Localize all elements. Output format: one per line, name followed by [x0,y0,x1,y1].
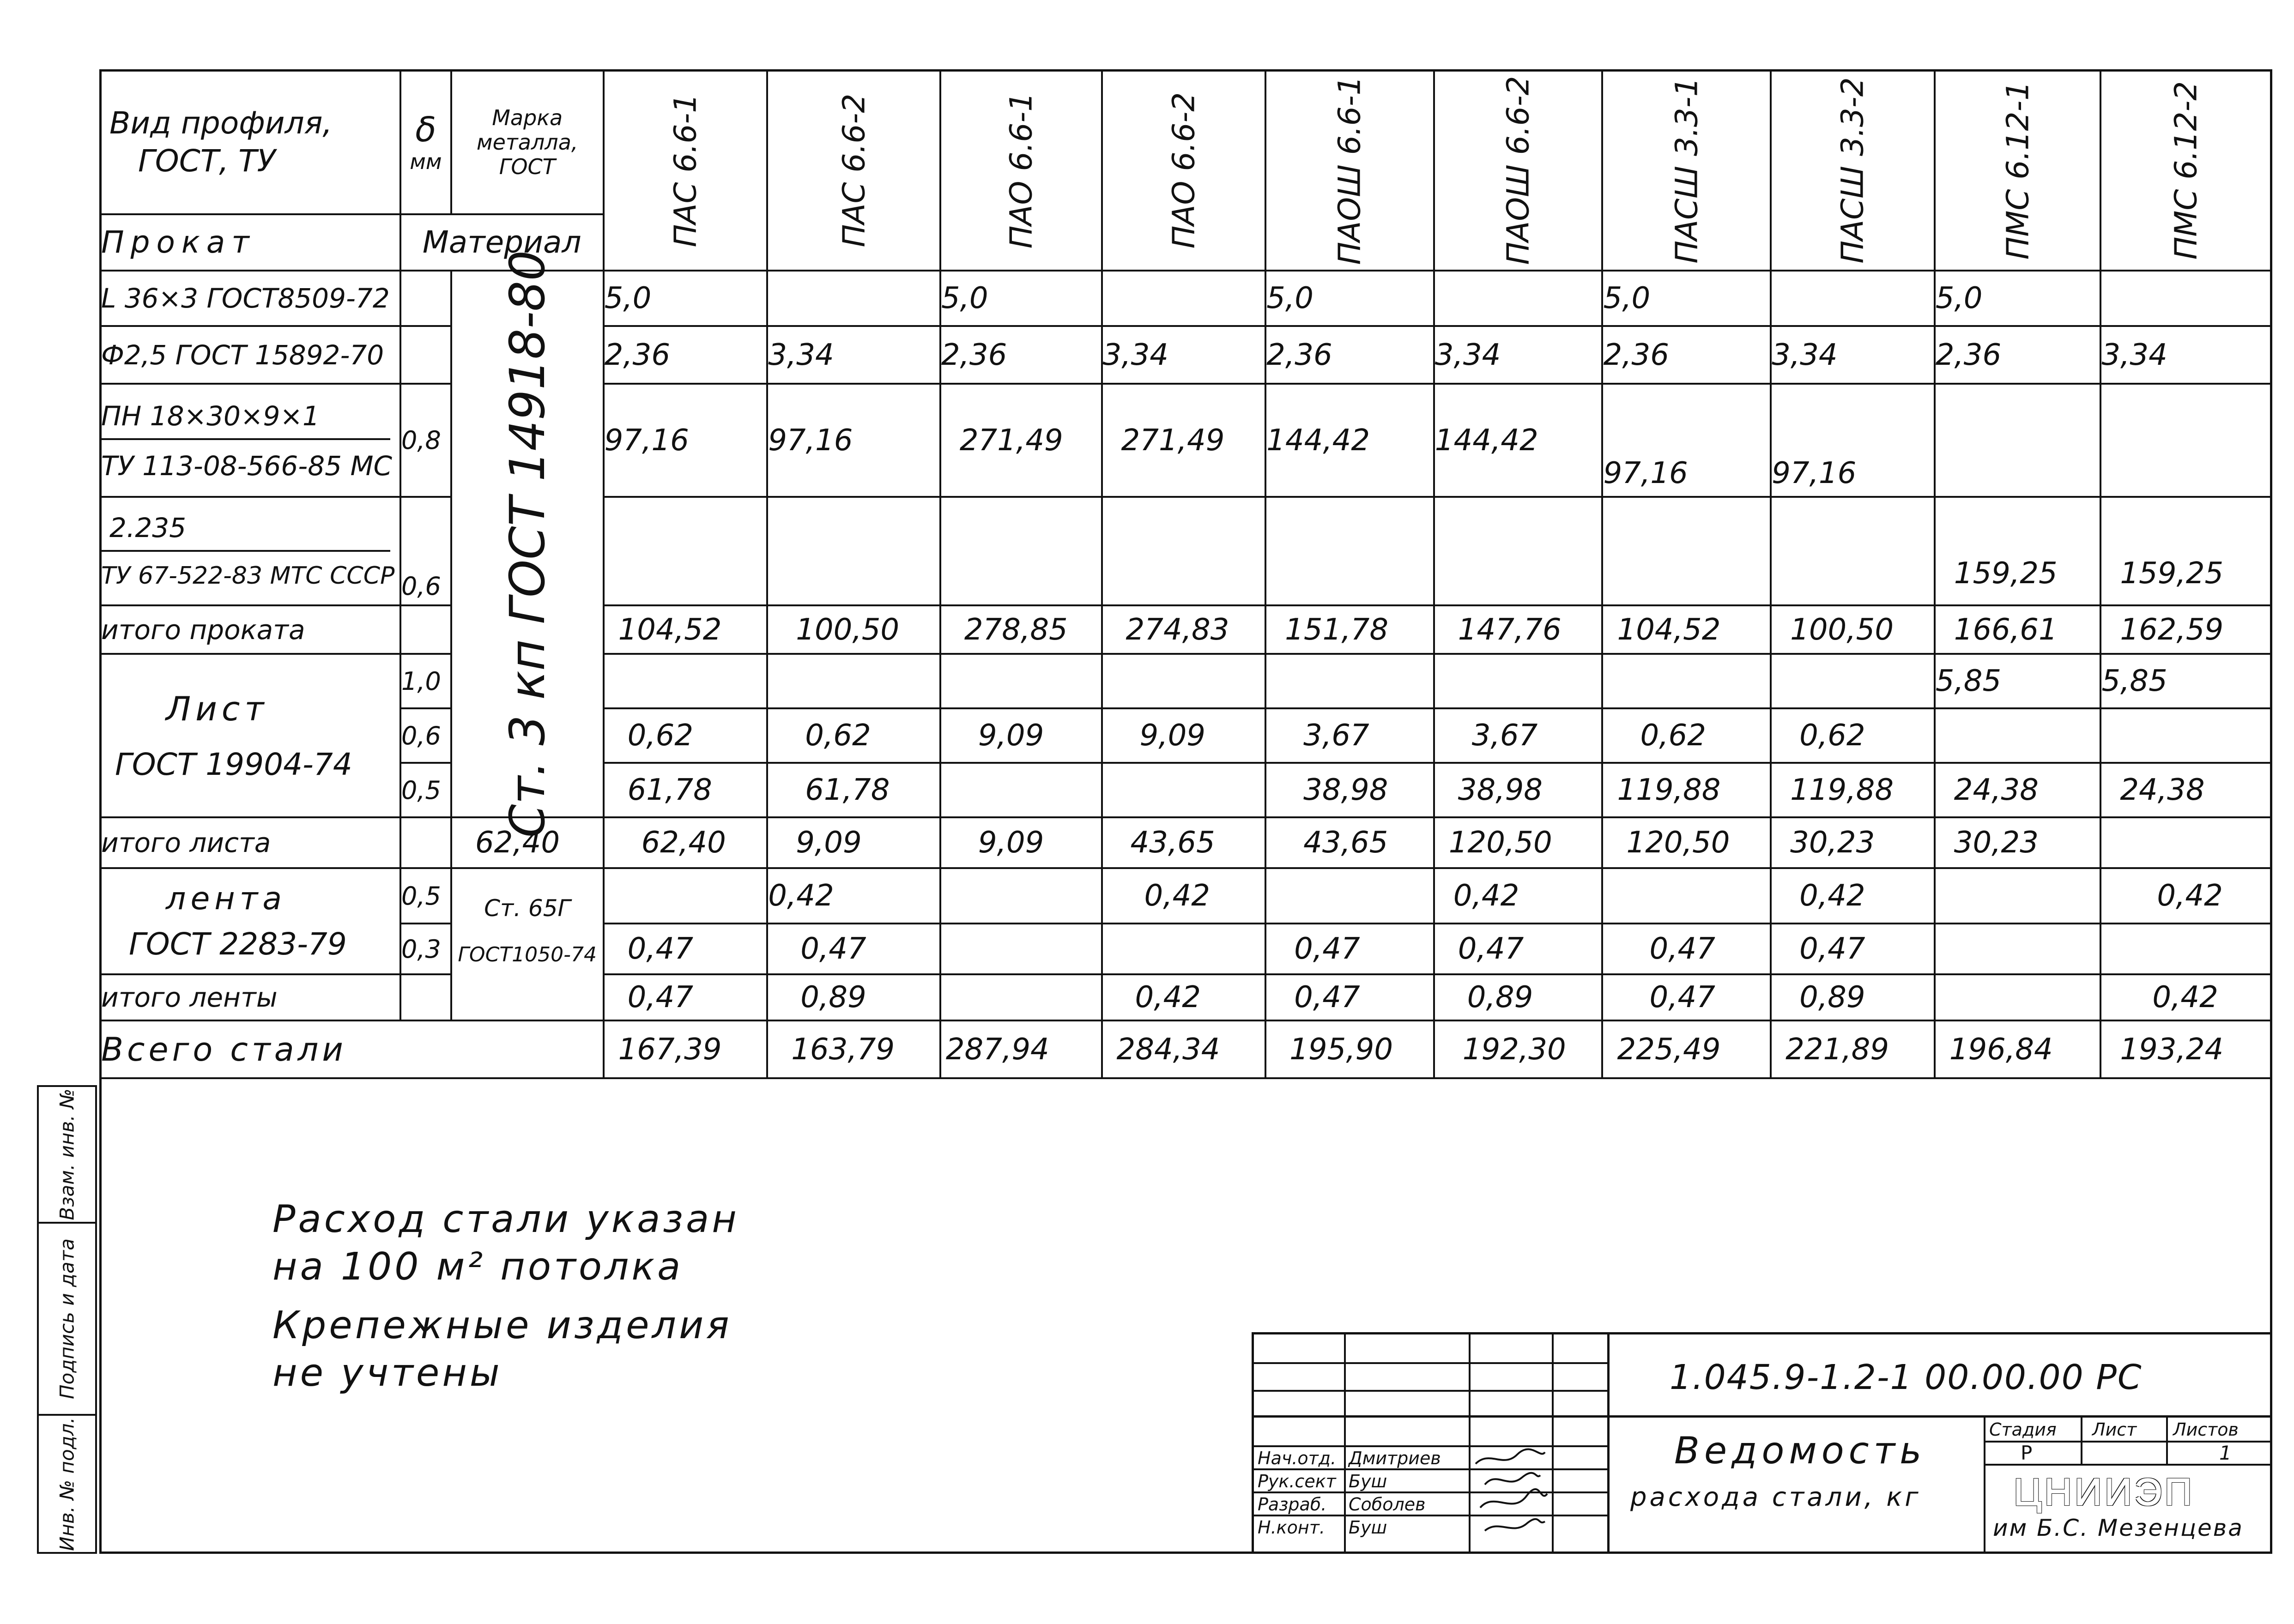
stage-value: Р [2021,1442,2033,1464]
value-cell: 0,47 [604,924,768,974]
value-cell: 9,09 [767,817,940,868]
value-cell [1935,974,2101,1020]
value-cell [1602,497,1771,605]
value-cell [1935,924,2101,974]
tb-grid-line [1254,1390,1607,1392]
value-cell: 5,0 [1935,271,2101,326]
side-stamp-inventory-original: Инв. № подл. [37,1414,97,1554]
value-cell [767,654,940,708]
table-header-row [100,70,2271,214]
value-cell: 0,47 [1265,924,1434,974]
grade-header-cell [451,70,604,214]
tb-role-sector: Рук.сект [1258,1471,1336,1491]
value-cell: 119,88 [1771,763,1935,817]
document-subtitle: расхода стали, кг [1630,1482,1921,1512]
value-cell [1102,763,1266,817]
value-cell: 0,62 [1771,708,1935,763]
value-cell: 0,42 [767,868,940,924]
tape-label-line-2: ГОСТ 2283-79 [129,926,347,962]
tb-name: Буш [1349,1517,1387,1538]
value-cell [1771,654,1935,708]
value-cell: 30,23 [1771,817,1935,868]
thickness-cell: 0,8 [400,384,451,497]
thickness-cell-empty [400,817,451,868]
value-cell: 38,98 [1434,763,1603,817]
thickness-cell: 1,0 [400,654,451,708]
tb-name: Буш [1349,1471,1387,1491]
value-cell [2100,708,2271,763]
value-cell [940,763,1102,817]
value-cell: 0,89 [1771,974,1935,1020]
value-cell: 24,38 [2100,763,2271,817]
value-cell [767,497,940,605]
note-steel-per-area [272,1196,739,1291]
value-cell [940,924,1102,974]
tb-grid-line [1552,1334,1554,1554]
value-cell: 97,16 [1602,384,1771,497]
material-tape-cell [451,868,604,1020]
tb-grid-line [1344,1334,1346,1554]
value-cell: 0,47 [1771,924,1935,974]
value-cell: 97,16 [1771,384,1935,497]
value-cell: 3,34 [1102,326,1266,384]
row-label: L 36×3 ГОСТ8509-72 [100,271,400,326]
column-header-pas-6-6-2: ПАС 6.6-2 [767,70,940,271]
row-total-sheet [100,817,2271,868]
value-cell: 119,88 [1602,763,1771,817]
value-cell: 5,0 [1602,271,1771,326]
tb-grid-line [1254,1362,1607,1364]
thickness-cell-empty [400,974,451,1020]
row-label-two-line [100,384,400,497]
value-cell [1102,924,1266,974]
mm-label: мм [410,149,442,175]
value-cell: 274,83 [1102,605,1266,654]
value-cell [604,654,768,708]
tb-grid-line [1469,1334,1471,1554]
value-cell: 2,36 [604,326,768,384]
value-cell: 38,98 [1265,763,1434,817]
value-cell: 0,42 [1102,974,1266,1020]
profile-header-line-1: Вид профиля, [109,105,333,141]
note-line-3: Крепежные изделия [272,1304,732,1347]
document-title: Ведомость [1674,1429,1926,1472]
value-cell: 62,40 [604,817,768,868]
value-cell [1102,654,1266,708]
column-header-pao-6-6-1: ПАО 6.6-1 [940,70,1102,271]
value-cell: 144,42 [1265,384,1434,497]
signature-marks [1471,1445,1550,1552]
note-fasteners [272,1302,732,1397]
row-wire [100,326,2271,384]
tb-role-control: Н.конт. [1258,1517,1325,1538]
thickness-cell: 0,5 [400,868,451,924]
value-cell [1434,654,1603,708]
material-main-cell [451,250,604,838]
note-line-2: на 100 м² потолка [272,1244,684,1289]
row-label-tape [100,868,400,974]
tb-grid-line [2166,1415,2168,1464]
value-cell: 104,52 [1602,605,1771,654]
value-cell: 9,09 [940,817,1102,868]
value-cell: 9,09 [1102,708,1266,763]
row-label-line-2: ТУ 67-522-83 МТС СССР [101,561,395,590]
value-cell: 196,84 [1935,1020,2101,1078]
row-tape-0-5 [100,868,2271,924]
value-cell: 162,59 [2100,605,2271,654]
value-cell: 0,62 [604,708,768,763]
value-cell: 2,36 [1602,326,1771,384]
tb-grid-line [1254,1515,1607,1516]
value-cell: 0,89 [1434,974,1603,1020]
value-cell: 120,50 [1434,817,1603,868]
value-cell: 100,50 [1771,605,1935,654]
thickness-cell-empty [400,326,451,384]
note-line-1: Расход стали указан [272,1197,739,1241]
value-cell: 195,90 [1265,1020,1434,1078]
value-cell [940,868,1102,924]
value-cell [1602,868,1771,924]
value-cell: 0,42 [1434,868,1603,924]
row-label-line-2: ТУ 113-08-566-85 МС [101,450,392,482]
row-sheet-0-5 [100,763,2271,817]
value-cell: 100,50 [767,605,940,654]
title-block [1252,1332,2272,1554]
note-line-4: не учтены [272,1351,502,1395]
row-label: итого проката [100,605,400,654]
row-total-steel [100,1020,2271,1078]
value-cell: 192,30 [1434,1020,1603,1078]
value-cell [604,497,768,605]
value-cell: 147,76 [1434,605,1603,654]
rolled-header: Прокат [100,214,400,271]
row-total-tape [100,974,2271,1020]
tb-name: Соболев [1349,1494,1426,1515]
row-label-line-1: 2.235 [101,510,390,552]
value-cell: 0,62 [1602,708,1771,763]
value-cell: 193,24 [2100,1020,2271,1078]
organization-subtitle: им Б.С. Мезенцева [1993,1515,2244,1541]
value-cell: 0,42 [1102,868,1266,924]
value-cell: 5,85 [2100,654,2271,708]
tb-name: Дмитриев [1349,1448,1441,1468]
row-label: итого ленты [100,974,400,1020]
row-angle [100,271,2271,326]
tape-label-line-1: лента [166,881,287,917]
value-cell: 163,79 [767,1020,940,1078]
row-tape-0-3 [100,924,2271,974]
value-cell: 3,34 [1434,326,1603,384]
grade-header-line-3: ГОСТ [499,154,556,179]
value-cell: 30,23 [1935,817,2101,868]
value-cell: 271,49 [1102,384,1266,497]
tb-grid-line [1254,1415,2272,1418]
value-cell: 0,89 [767,974,940,1020]
material-main-label: Ст. 3 кп ГОСТ 14918-80 [499,250,556,838]
value-cell: 3,67 [1434,708,1603,763]
value-cell: 159,25 [2100,497,2271,605]
value-cell [1102,497,1266,605]
sheet-label: Лист [2092,1419,2137,1440]
value-cell: 61,78 [604,763,768,817]
thickness-header-cell [400,70,451,214]
column-header-paosh-6-6-1: ПАОШ 6.6-1 [1265,70,1434,271]
value-cell: 97,16 [604,384,768,497]
value-cell [604,868,768,924]
sheet-label-line-2: ГОСТ 19904-74 [115,746,352,782]
value-cell: 284,34 [1102,1020,1266,1078]
side-stamp-signature-date: Подпись и дата [37,1222,97,1416]
row-sheet-0-6 [100,708,2271,763]
profile-header-cell [100,70,400,214]
row-label-two-line [100,497,400,605]
row-label-sheet [100,654,400,817]
value-cell [1771,497,1935,605]
profile-header-line-2: ГОСТ, ТУ [138,143,276,179]
value-cell [1771,271,1935,326]
value-cell: 0,47 [1602,924,1771,974]
value-cell: 5,85 [1935,654,2101,708]
value-cell: 0,47 [604,974,768,1020]
value-cell: 0,47 [767,924,940,974]
material-tape-line-1: Ст. 65Г [484,895,571,922]
tb-grid-line [1607,1334,1610,1554]
value-cell: 166,61 [1935,605,2101,654]
value-cell: 43,65 [1102,817,1266,868]
value-cell: 43,65 [1265,817,1434,868]
tb-role-head: Нач.отд. [1258,1448,1337,1468]
value-cell: 3,34 [1771,326,1935,384]
value-cell: 61,78 [767,763,940,817]
tb-grid-line [1254,1468,1607,1470]
document-code: 1.045.9-1.2-1 00.00.00 РС [1670,1358,2143,1397]
value-cell [1935,384,2101,497]
value-cell [940,974,1102,1020]
thickness-cell-empty [400,271,451,326]
value-cell [1265,868,1434,924]
value-cell: 62,40 [451,817,604,868]
value-cell: 0,42 [2100,868,2271,924]
value-cell: 278,85 [940,605,1102,654]
delta-symbol: δ [415,110,436,150]
column-header-pas-6-6-1: ПАС 6.6-1 [604,70,768,271]
value-cell [1265,654,1434,708]
value-cell: 0,47 [1434,924,1603,974]
row-pn-profile [100,384,2271,497]
value-cell: 97,16 [767,384,940,497]
side-stamp-replace-inventory: Взам. инв. № [37,1085,97,1224]
stage-label: Стадия [1989,1419,2057,1440]
value-cell [1602,654,1771,708]
steel-consumption-table [99,69,2272,1079]
value-cell: 104,52 [604,605,768,654]
value-cell [1434,271,1603,326]
material-tape-line-2: ГОСТ1050-74 [458,943,597,966]
grade-header-line-1: Марка [492,105,563,130]
tb-grid-line [1254,1491,1607,1493]
value-cell [1265,497,1434,605]
sheets-value: 1 [2219,1442,2232,1464]
value-cell: 271,49 [940,384,1102,497]
material-header: Материал [400,214,604,271]
value-cell: 2,36 [940,326,1102,384]
column-header-pms-6-12-2: ПМС 6.12-2 [2100,70,2271,271]
value-cell: 0,42 [2100,974,2271,1020]
column-header-passh-3-3-1: ПАСШ 3.3-1 [1602,70,1771,271]
value-cell [2100,384,2271,497]
row-total-rolled [100,605,2271,654]
value-cell: 144,42 [1434,384,1603,497]
value-cell [940,654,1102,708]
value-cell: 225,49 [1602,1020,1771,1078]
value-cell: 0,62 [767,708,940,763]
value-cell: 287,94 [940,1020,1102,1078]
value-cell [940,497,1102,605]
column-header-pms-6-12-1: ПМС 6.12-1 [1935,70,2101,271]
value-cell: 0,47 [1265,974,1434,1020]
column-header-pao-6-6-2: ПАО 6.6-2 [1102,70,1266,271]
column-header-paosh-6-6-2: ПАОШ 6.6-2 [1434,70,1603,271]
row-label: Ф2,5 ГОСТ 15892-70 [100,326,400,384]
grade-header-line-2: металла, [476,129,578,155]
sheets-label: Листов [2173,1419,2239,1440]
value-cell: 5,0 [940,271,1102,326]
value-cell: 151,78 [1265,605,1434,654]
value-cell: 3,67 [1265,708,1434,763]
value-cell [1102,271,1266,326]
value-cell: 2,36 [1935,326,2101,384]
tb-role-developer: Разраб. [1258,1494,1327,1515]
value-cell: 24,38 [1935,763,2101,817]
sheet-label-line-1: Лист [166,689,269,728]
value-cell: 5,0 [1265,271,1434,326]
row-label-line-1: ПН 18×30×9×1 [101,396,390,440]
value-cell: 221,89 [1771,1020,1935,1078]
row-sheet-1-0 [100,654,2271,708]
thickness-cell: 0,6 [400,497,451,605]
value-cell: 120,50 [1602,817,1771,868]
tb-grid-line [1984,1415,1985,1554]
value-cell: 0,42 [1771,868,1935,924]
thickness-cell: 0,6 [400,708,451,763]
value-cell: 9,09 [940,708,1102,763]
value-cell: 3,34 [2100,326,2271,384]
tb-grid-line [2081,1415,2082,1464]
row-2235-profile [100,497,2271,605]
value-cell [2100,924,2271,974]
value-cell: 167,39 [604,1020,768,1078]
value-cell [1434,497,1603,605]
organization-logo-text: ЦНИИЭП [2014,1471,2195,1513]
value-cell [1935,868,2101,924]
value-cell: 0,47 [1602,974,1771,1020]
value-cell: 2,36 [1265,326,1434,384]
value-cell: 159,25 [1935,497,2101,605]
thickness-cell: 0,3 [400,924,451,974]
row-label: итого листа [100,817,400,868]
thickness-cell: 0,5 [400,763,451,817]
value-cell [767,271,940,326]
column-header-passh-3-3-2: ПАСШ 3.3-2 [1771,70,1935,271]
value-cell [2100,271,2271,326]
row-label: Всего стали [100,1020,604,1078]
tb-grid-line [1254,1445,1607,1447]
value-cell [1935,708,2101,763]
value-cell: 5,0 [604,271,768,326]
value-cell: 3,34 [767,326,940,384]
thickness-cell-empty [400,605,451,654]
